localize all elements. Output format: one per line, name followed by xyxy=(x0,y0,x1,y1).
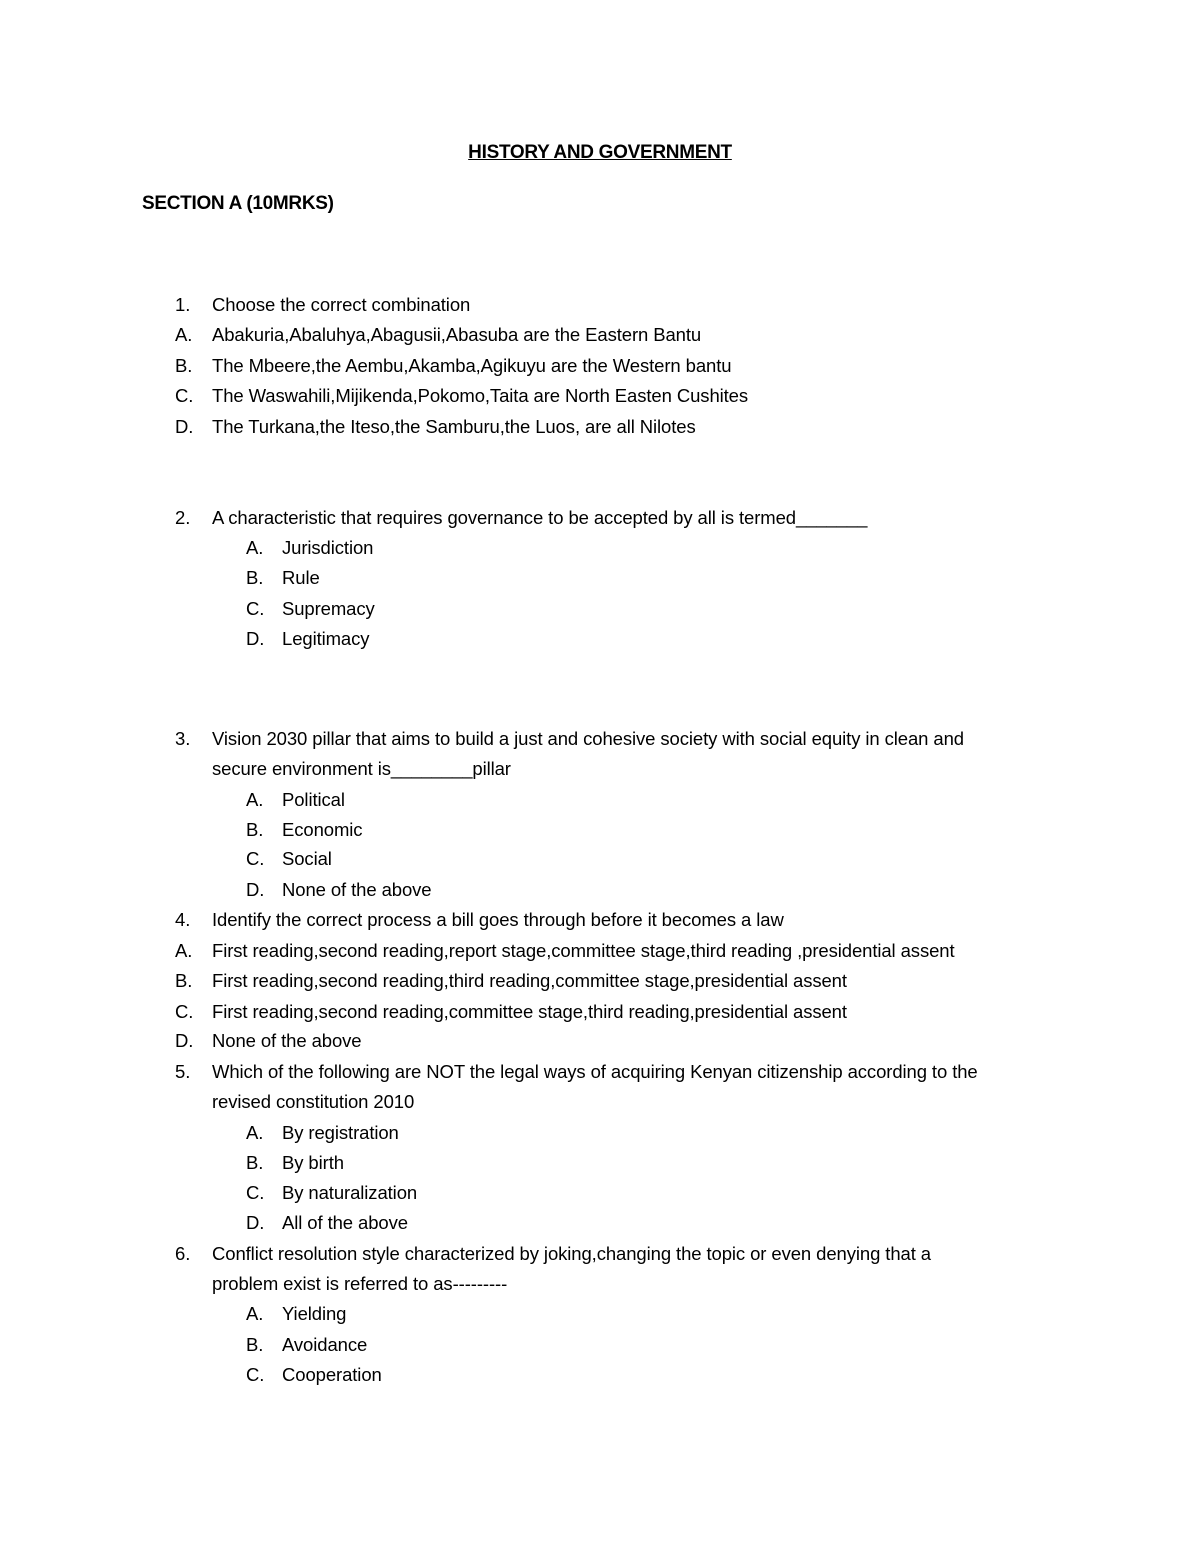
question-number: 1. xyxy=(175,294,191,315)
option-text: Abakuria,Abaluhya,Abagusii,Abasuba are the Eastern Bantu xyxy=(212,324,702,345)
option-label: A. xyxy=(175,324,193,345)
option-1a xyxy=(0,324,1200,348)
question-number: 5. xyxy=(175,1061,191,1082)
option-text: Social xyxy=(282,848,332,869)
option-text: The Waswahili,Mijikenda,Pokomo,Taita are North Easten Cushites xyxy=(212,385,749,406)
question-number: 4. xyxy=(175,909,191,930)
option-text: Avoidance xyxy=(282,1334,368,1355)
question-text-continued: secure environment is________pillar xyxy=(212,758,511,779)
option-text: First reading,second reading,third reading,committee stage,presidential assent xyxy=(212,970,847,991)
question-4 xyxy=(0,909,1200,933)
question-text: Vision 2030 pillar that aims to build a just and cohesive society with social equity in clean and xyxy=(212,728,964,749)
question-text-continued: problem exist is referred to as--------- xyxy=(212,1273,508,1294)
question-5 xyxy=(0,1061,1200,1085)
option-text: First reading,second reading,report stage,committee stage,third reading ,presidential assent xyxy=(212,940,955,961)
option-label: A. xyxy=(246,789,264,810)
option-6a xyxy=(0,1303,1200,1327)
option-text: By birth xyxy=(282,1152,344,1173)
option-label: D. xyxy=(246,1212,265,1233)
option-3d xyxy=(0,879,1200,903)
question-text: A characteristic that requires governance to be accepted by all is termed_______ xyxy=(212,507,868,528)
option-3b xyxy=(0,819,1200,843)
option-3c xyxy=(0,848,1200,872)
option-2a xyxy=(0,537,1200,561)
option-text: First reading,second reading,committee stage,third reading,presidential assent xyxy=(212,1001,847,1022)
option-text: Economic xyxy=(282,819,363,840)
option-4c xyxy=(0,1001,1200,1025)
question-6 xyxy=(0,1243,1200,1267)
question-5-continued xyxy=(0,1091,1200,1115)
option-label: B. xyxy=(246,567,264,588)
question-3-continued xyxy=(0,758,1200,782)
question-text-continued: revised constitution 2010 xyxy=(212,1091,415,1112)
option-text: By registration xyxy=(282,1122,399,1143)
option-3a xyxy=(0,789,1200,813)
option-text: Cooperation xyxy=(282,1364,382,1385)
option-text: Political xyxy=(282,789,345,810)
option-label: C. xyxy=(175,385,194,406)
option-4a xyxy=(0,940,1200,964)
option-label: B. xyxy=(246,1152,264,1173)
question-3 xyxy=(0,728,1200,752)
question-text: Choose the correct combination xyxy=(212,294,471,315)
option-label: C. xyxy=(246,598,265,619)
option-label: B. xyxy=(175,355,193,376)
option-4b xyxy=(0,970,1200,994)
question-number: 3. xyxy=(175,728,191,749)
option-label: C. xyxy=(246,1364,265,1385)
option-2d xyxy=(0,628,1200,652)
option-label: C. xyxy=(246,1182,265,1203)
option-label: D. xyxy=(175,1030,194,1051)
page-title: HISTORY AND GOVERNMENT xyxy=(468,142,732,163)
option-text: Yielding xyxy=(282,1303,347,1324)
question-6-continued xyxy=(0,1273,1200,1297)
option-text: The Turkana,the Iteso,the Samburu,the Luos, are all Nilotes xyxy=(212,416,696,437)
section-heading: SECTION A (10MRKS) xyxy=(142,193,334,214)
option-1d xyxy=(0,416,1200,440)
option-label: D. xyxy=(175,416,194,437)
option-2c xyxy=(0,598,1200,622)
option-6c xyxy=(0,1364,1200,1388)
option-label: B. xyxy=(246,819,264,840)
question-text: Conflict resolution style characterized by joking,changing the topic or even denying that a xyxy=(212,1243,931,1264)
option-label: A. xyxy=(246,1303,264,1324)
option-label: A. xyxy=(246,537,264,558)
option-text: Rule xyxy=(282,567,320,588)
question-2 xyxy=(0,507,1200,531)
question-text: Which of the following are NOT the legal ways of acquiring Kenyan citizenship according to the xyxy=(212,1061,978,1082)
option-label: A. xyxy=(175,940,193,961)
option-5d xyxy=(0,1212,1200,1236)
option-6b xyxy=(0,1334,1200,1358)
option-4d xyxy=(0,1030,1200,1054)
question-text: Identify the correct process a bill goes through before it becomes a law xyxy=(212,909,784,930)
option-2b xyxy=(0,567,1200,591)
option-text: Legitimacy xyxy=(282,628,370,649)
question-1 xyxy=(0,294,1200,318)
option-label: C. xyxy=(175,1001,194,1022)
option-text: Jurisdiction xyxy=(282,537,374,558)
option-text: None of the above xyxy=(212,1030,362,1051)
option-5a xyxy=(0,1122,1200,1146)
option-text: By naturalization xyxy=(282,1182,418,1203)
option-1c xyxy=(0,385,1200,409)
option-label: A. xyxy=(246,1122,264,1143)
question-number: 6. xyxy=(175,1243,191,1264)
option-5b xyxy=(0,1152,1200,1176)
option-1b xyxy=(0,355,1200,379)
option-label: D. xyxy=(246,879,265,900)
option-label: D. xyxy=(246,628,265,649)
option-text: None of the above xyxy=(282,879,432,900)
option-text: The Mbeere,the Aembu,Akamba,Agikuyu are the Western bantu xyxy=(212,355,732,376)
option-5c xyxy=(0,1182,1200,1206)
option-label: B. xyxy=(175,970,193,991)
option-label: B. xyxy=(246,1334,264,1355)
option-text: All of the above xyxy=(282,1212,408,1233)
option-text: Supremacy xyxy=(282,598,375,619)
option-label: C. xyxy=(246,848,265,869)
question-number: 2. xyxy=(175,507,191,528)
